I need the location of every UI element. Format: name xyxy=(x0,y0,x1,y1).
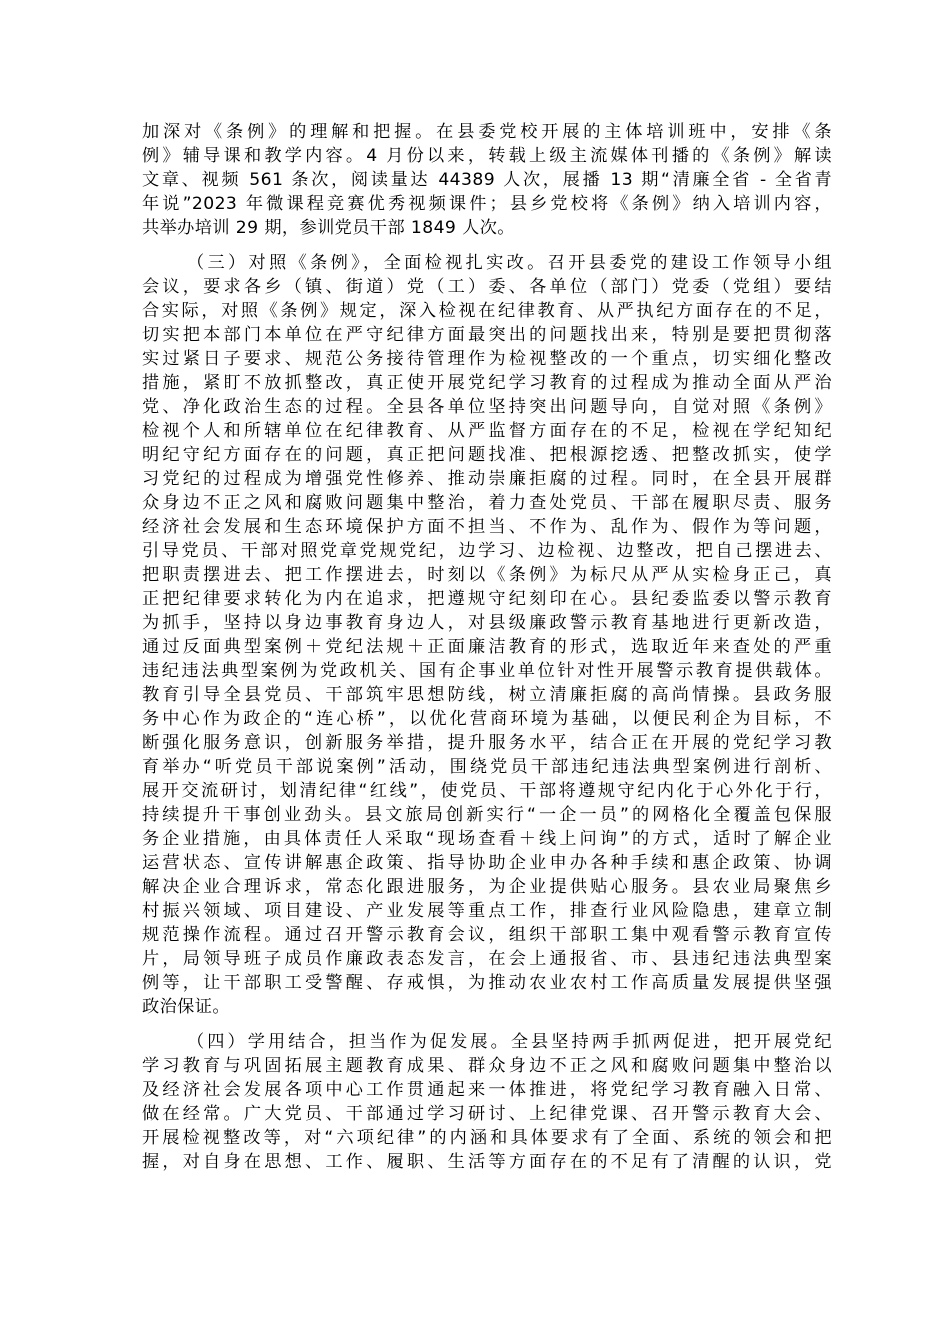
text-line: 学习教育与巩固拓展主题教育成果、群众身边不正之风和腐败问题集中整治以 xyxy=(142,1056,832,1076)
text-line: 育举办“听党员干部说案例”活动，围绕党员干部违纪违法典型案例进行剖析、 xyxy=(142,757,832,777)
text-line: 引导党员、干部对照党章党规党纪，边学习、边检视、边整改，把自己摆进去、 xyxy=(142,541,832,561)
text-line: 党、净化政治生态的过程。全县各单位坚持突出问题导向，自觉对照《条例》 xyxy=(142,397,832,417)
text-line: 通过反面典型案例＋党纪法规＋正面廉洁教育的形式，选取近年来查处的严重 xyxy=(142,637,832,657)
text-line: 合实际，对照《条例》规定，深入检视在纪律教育、从严执纪方面存在的不足， xyxy=(142,301,832,321)
text-line: 村振兴领域、项目建设、产业发展等重点工作，排查行业风险隐患，建章立制 xyxy=(142,901,832,921)
text-line: 断强化服务意识，创新服务举措，提升服务水平，结合正在开展的党纪学习教 xyxy=(142,733,832,753)
text-line: 做在经常。广大党员、干部通过学习研讨、上纪律党课、召开警示教育大会、 xyxy=(142,1104,832,1124)
text-line: 明纪守纪方面存在的问题，真正把问题找准、把根源挖透、把整改抓实，使学 xyxy=(142,445,832,465)
text-line: 教育引导全县党员、干部筑牢思想防线，树立清廉拒腐的高尚情操。县政务服 xyxy=(142,685,832,705)
text-line: （四）学用结合，担当作为促发展。全县坚持两手抓两促进，把开展党纪 xyxy=(187,1032,832,1052)
text-line: 正把纪律要求转化为内在追求，把遵规守纪刻印在心。县纪委监委以警示教育 xyxy=(142,589,832,609)
paragraph-2 xyxy=(142,251,832,1019)
text-line: 文章、视频 561 条次，阅读量达 44389 人次，展播 13 期“清廉全省 - 全省青 xyxy=(142,170,832,190)
text-line: 运营状态、宣传讲解惠企政策、指导协助企业申办各种手续和惠企政策、协调 xyxy=(142,853,832,873)
text-line: 众身边不正之风和腐败问题集中整治，着力查处党员、干部在履职尽责、服务 xyxy=(142,493,832,513)
text-line: 开展检视整改等，对“六项纪律”的内涵和具体要求有了全面、系统的领会和把 xyxy=(142,1128,832,1148)
text-line: 经济社会发展和生态环境保护方面不担当、不作为、乱作为、假作为等问题， xyxy=(142,517,832,537)
document-page xyxy=(142,120,832,1174)
text-line: 例等，让干部职工受警醒、存戒惧，为推动农业农村工作高质量发展提供坚强 xyxy=(142,973,832,993)
text-line: 检视个人和所辖单位在纪律教育、从严监督方面存在的不足，检视在学纪知纪 xyxy=(142,421,832,441)
text-line: 片，局领导班子成员作廉政表态发言，在会上通报省、市、县违纪违法典型案 xyxy=(142,949,832,969)
text-line: 解决企业合理诉求，常态化跟进服务，为企业提供贴心服务。县农业局聚焦乡 xyxy=(142,877,832,897)
text-line: 务中心作为政企的“连心桥”，以优化营商环境为基础，以便民利企为目标，不 xyxy=(142,709,832,729)
text-line: 例》辅导课和教学内容。4 月份以来，转载上级主流媒体刊播的《条例》解读 xyxy=(142,146,832,166)
text-line: 务企业措施，由具体责任人采取“现场查看＋线上问询”的方式，适时了解企业 xyxy=(142,829,832,849)
text-line: 为抓手，坚持以身边事教育身边人，对县级廉政警示教育基地进行更新改造， xyxy=(142,613,832,633)
text-line: 年说”2023 年微课程竞赛优秀视频课件；县乡党校将《条例》纳入培训内容， xyxy=(142,194,832,214)
text-line: 及经济社会发展各项中心工作贯通起来一体推进，将党纪学习教育融入日常、 xyxy=(142,1080,832,1100)
text-line: 实过紧日子要求、规范公务接待管理作为检视整改的一个重点，切实细化整改 xyxy=(142,349,832,369)
text-line: （三）对照《条例》，全面检视扎实改。召开县委党的建设工作领导小组 xyxy=(187,253,832,273)
paragraph-1 xyxy=(142,120,832,240)
text-line: 持续提升干事创业劲头。县文旅局创新实行“一企一员”的网格化全覆盖包保服 xyxy=(142,805,832,825)
text-line: 加深对《条例》的理解和把握。在县委党校开展的主体培训班中，安排《条 xyxy=(142,122,832,142)
text-line: 切实把本部门本单位在严守纪律方面最突出的问题找出来，特别是要把贯彻落 xyxy=(142,325,832,345)
text-line: 共举办培训 29 期，参训党员干部 1849 人次。 xyxy=(142,218,515,238)
text-line: 习党纪的过程成为增强党性修养、推动崇廉拒腐的过程。同时，在全县开展群 xyxy=(142,469,832,489)
text-line: 把职责摆进去、把工作摆进去，时刻以《条例》为标尺从严从实检身正己，真 xyxy=(142,565,832,585)
text-line: 握，对自身在思想、工作、履职、生活等方面存在的不足有了清醒的认识，党 xyxy=(142,1152,832,1172)
text-line: 违纪违法典型案例为党政机关、国有企事业单位针对性开展警示教育提供载体。 xyxy=(142,661,832,681)
paragraph-gap xyxy=(142,240,832,251)
text-line: 规范操作流程。通过召开警示教育会议，组织干部职工集中观看警示教育宣传 xyxy=(142,925,832,945)
text-line: 政治保证。 xyxy=(142,997,230,1017)
paragraph-3 xyxy=(142,1030,832,1174)
text-line: 措施，紧盯不放抓整改，真正使开展党纪学习教育的过程成为推动全面从严治 xyxy=(142,373,832,393)
text-line: 展开交流研讨，划清纪律“红线”，使党员、干部将遵规守纪内化于心外化于行， xyxy=(142,781,832,801)
paragraph-gap xyxy=(142,1019,832,1030)
text-line: 会议，要求各乡（镇、街道）党（工）委、各单位（部门）党委（党组）要结 xyxy=(142,277,832,297)
